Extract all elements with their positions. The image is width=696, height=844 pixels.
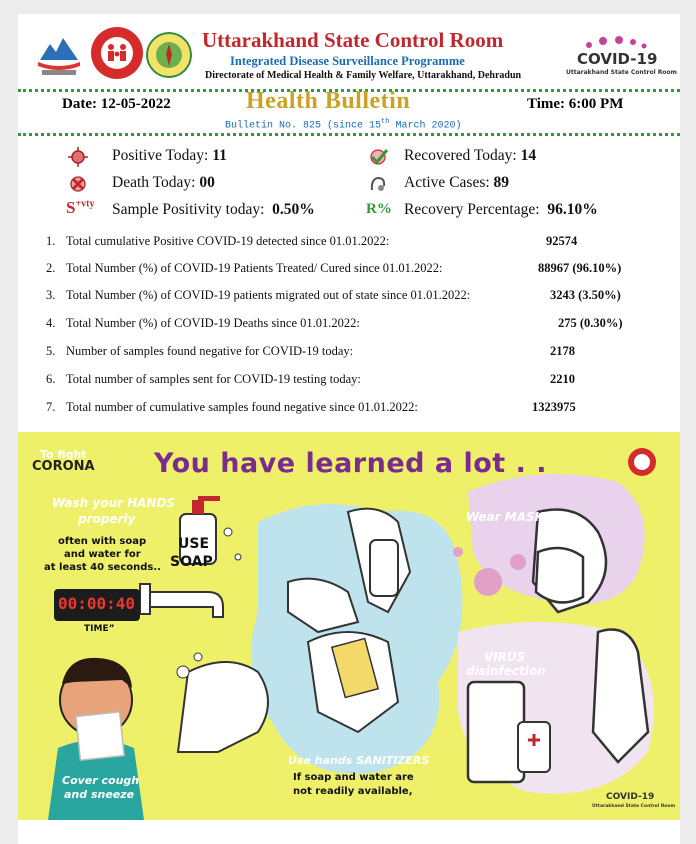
recovery-percentage-symbol: R%: [366, 201, 392, 217]
cover-cough-label: Cover cough: [62, 774, 140, 787]
wash-hands-title: Wash your HANDS: [52, 496, 176, 510]
control-room-title: Uttarakhand State Control Room: [202, 28, 504, 52]
use-label: USE: [178, 536, 210, 552]
active-cases: Active Cases: 89: [404, 174, 510, 191]
awareness-poster: [18, 432, 680, 820]
recovery-percentage: Recovery Percentage: 96.10%: [404, 201, 598, 218]
list-item: 3. Total Number (%) of COVID-19 patients migrated out of state since 01.01.2022: 3243 (3.50%): [46, 288, 621, 302]
list-item: 4. Total Number (%) of COVID-19 Deaths since 01.01.2022: 275 (0.30%): [46, 316, 623, 330]
active-cases-icon: [368, 174, 388, 194]
poster-to-fight: To fight: [40, 448, 87, 461]
health-department-seal-icon: [146, 32, 192, 78]
list-item: 7. Total number of cumulative samples found negative since 01.01.2022: 1323975: [46, 400, 576, 414]
virus-dots-icon: [581, 36, 651, 50]
covid-small-logo-subtitle: Uttarakhand State Control Room: [592, 804, 676, 809]
sneeze-label: and sneeze: [64, 788, 135, 801]
covid-logo-title: COVID-19: [577, 50, 658, 68]
uttarakhand-emblem-icon: [36, 30, 82, 80]
positive-today: Positive Today: 11: [112, 147, 227, 164]
programme-name: Integrated Disease Surveillance Programme: [230, 54, 465, 68]
national-health-mission-logo-icon: [90, 26, 144, 80]
wear-mask-label: Wear MASK: [466, 510, 544, 524]
list-item: 1. Total cumulative Positive COVID-19 detected since 01.01.2022: 92574: [46, 234, 578, 248]
covid-19-logo: [563, 36, 677, 86]
bulletin-date: Date: 12-05-2022: [62, 96, 171, 112]
recovered-check-icon: [368, 147, 388, 167]
wash-hands-title-2: properly: [78, 512, 136, 526]
timer-label: TIME”: [84, 624, 115, 634]
header-divider-bottom: [18, 133, 680, 136]
list-item: 6. Total number of samples sent for COVID-19 testing today: 2210: [46, 372, 575, 386]
bulletin-time: Time: 6:00 PM: [527, 96, 624, 112]
header: [18, 14, 680, 90]
wash-hands-line-3: at least 40 seconds..: [44, 562, 161, 573]
positive-virus-icon: [68, 147, 88, 167]
sanitizer-title: Use hands SANITIZERS: [288, 754, 430, 767]
timer-display: 00:00:40: [58, 594, 136, 613]
sample-positivity-symbol: $S^{+vty}$: [66, 198, 95, 217]
list-item: 2. Total Number (%) of COVID-19 Patients Treated/ Cured since 01.01.2022: 88967 (96.10%): [46, 261, 622, 275]
bulletin-page: [18, 14, 680, 844]
death-cross-icon: [68, 174, 88, 194]
covid-small-logo-title: COVID-19: [606, 792, 655, 802]
soap-label: SOAP: [170, 554, 213, 570]
disinfection-label: disinfection: [466, 664, 546, 678]
recovered-today: Recovered Today: 14: [404, 147, 537, 164]
sanitizer-line-2: not readily available,: [293, 786, 413, 797]
death-today: Death Today: 00: [112, 174, 215, 191]
bulletin-title: Health Bulletin: [246, 88, 411, 114]
sample-positivity: Sample Positivity today: 0.50%: [112, 201, 315, 218]
directorate-name: Directorate of Medical Health & Family Welfare, Uttarakhand, Dehradun: [205, 70, 522, 81]
wash-hands-line-1: often with soap: [58, 536, 147, 547]
bulletin-number: Bulletin No. 825 (since 15th March 2020): [225, 118, 462, 132]
poster-corona: CORONA: [32, 459, 95, 474]
sanitizer-line-1: If soap and water are: [293, 772, 414, 783]
wash-hands-line-2: and water for: [64, 549, 141, 560]
covid-logo-subtitle: Uttarakhand State Control Room: [566, 69, 677, 76]
list-item: 5. Number of samples found negative for COVID-19 today: 2178: [46, 344, 575, 358]
virus-label: VIRUS: [484, 650, 526, 664]
poster-headline: You have learned a lot . .: [154, 448, 548, 479]
